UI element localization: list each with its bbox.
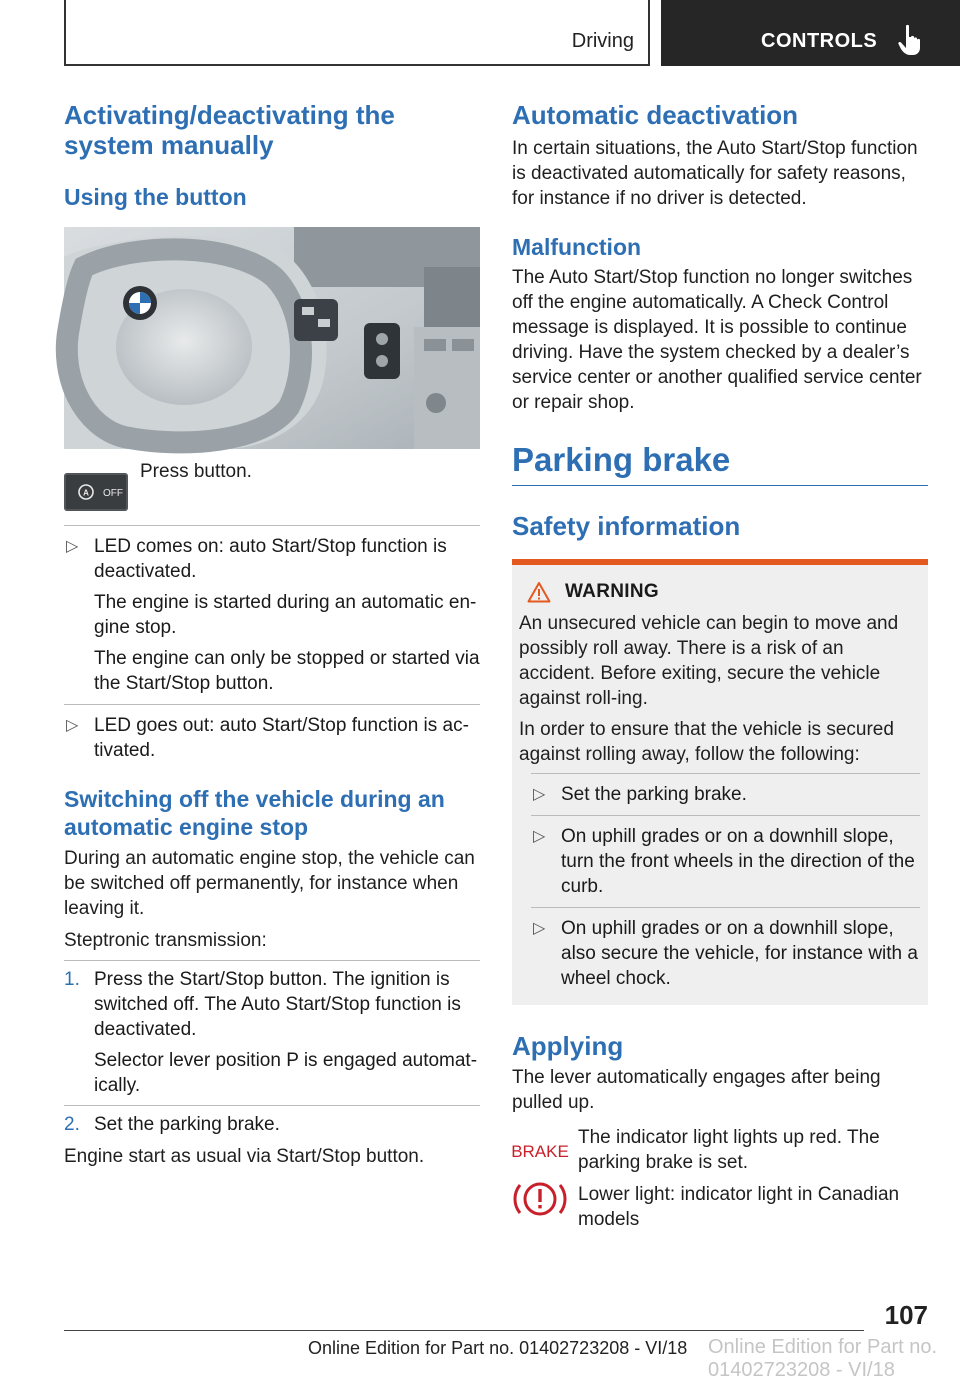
applying-text: The lever automatically engages after being pulled up. [512, 1067, 881, 1113]
warning-para-1: An unsecured vehicle can begin to move and possibly roll away. There is a risk of an accident. Before exiting, secure the vehicle against roll‐ing. [519, 613, 899, 709]
press-button-caption: Press button. [140, 461, 252, 482]
section-heading: Activating/deactivating the system manually [64, 100, 395, 160]
bullet-text: LED goes out: auto Start/Stop function is ac‐tivated. [94, 715, 469, 761]
sub-heading-using-button: Using the button [64, 184, 247, 210]
right-column [512, 100, 928, 1232]
list-item [519, 782, 922, 807]
bullet-text: Set the parking brake. [561, 784, 747, 805]
bullet-separator [64, 525, 480, 526]
bullet-text: LED comes on: auto Start/Stop function is deactivated. [94, 536, 447, 582]
footer-rule [64, 1330, 864, 1331]
steering-wheel-button-photo [64, 227, 480, 449]
heading-safety-information: Safety information [512, 511, 741, 541]
step-note: Selector lever position P is engaged automat‐ically. [94, 1050, 478, 1096]
warning-title-text: WARNING [565, 581, 659, 602]
bullet-text: On uphill grades or on a downhill slope, also secure the vehicle, for instance with a wheel chock. [561, 918, 918, 989]
brake-indicator-text: The indicator light lights up red. The parking brake is set. [578, 1127, 880, 1173]
heading-parking-brake: Parking brake [512, 441, 928, 486]
bullet-separator [531, 773, 920, 774]
bullet-triangle-icon: ▷ [533, 920, 546, 937]
warning-triangle-icon [527, 581, 551, 603]
lower-light-text: Lower light: indicator light in Canadian models [578, 1184, 900, 1230]
bullet-triangle-icon: ▷ [533, 786, 546, 803]
brake-indicator-icons [512, 1125, 568, 1223]
step-separator [64, 960, 480, 961]
step-item [64, 967, 480, 1098]
steptronic-label: Steptronic transmission: [64, 930, 267, 951]
page-number: 107 [884, 1300, 928, 1330]
brake-text-indicator-icon [512, 1135, 568, 1165]
auto-deactivation-text: In certain situations, the Auto Start/Stop function is deactivated automatically for safety reasons, for instance if no driver is detected. [512, 138, 918, 209]
bullet-separator [64, 704, 480, 705]
heading-applying: Applying [512, 1031, 624, 1061]
chapter-title: Driving [571, 30, 634, 52]
pointing-hand-icon [897, 24, 923, 56]
section-tab[interactable] [661, 0, 960, 66]
step-number: 2. [64, 1114, 80, 1135]
list-item [519, 824, 922, 899]
list-item [64, 713, 480, 763]
button-caption-row [64, 459, 480, 511]
bullet-triangle-icon: ▷ [533, 828, 546, 845]
brake-indicator-row [512, 1125, 928, 1232]
bullet-continuation: The engine is started during an automatic en‐gine stop. [94, 592, 477, 638]
brake-circle-indicator-icon [512, 1175, 568, 1223]
bullet-separator [531, 907, 920, 908]
section-tab-label: CONTROLS [761, 30, 878, 52]
bullet-triangle-icon: ▷ [66, 717, 79, 734]
switch-intro-text: During an automatic engine stop, the vehicle can be switched off permanently, for instance when leaving it. [64, 848, 475, 919]
brake-descriptions [578, 1125, 928, 1232]
footer-edition: Online Edition for Part no. 01402723208 - VI/18 [308, 1338, 688, 1358]
bullet-continuation: The engine can only be stopped or started via the Start/Stop button. [94, 648, 480, 694]
header-chapter-box [64, 0, 650, 66]
warning-para-2: In order to ensure that the vehicle is secured against rolling away, follow the following: [519, 719, 894, 765]
brake-label: BRAKE [511, 1142, 569, 1161]
list-item [64, 534, 480, 696]
bullet-separator [531, 815, 920, 816]
bullet-triangle-icon: ▷ [66, 538, 79, 555]
auto-start-stop-button-icon [64, 473, 128, 511]
list-item [519, 916, 922, 991]
heading-malfunction: Malfunction [512, 234, 642, 260]
heading-automatic-deactivation: Automatic deactivation [512, 100, 799, 130]
button-icon-off-text: OFF [103, 488, 123, 499]
closing-text: Engine start as usual via Start/Stop button. [64, 1146, 425, 1167]
left-column [64, 100, 480, 1169]
warning-box [512, 559, 928, 1005]
bullet-text: On uphill grades or on a downhill slope, turn the front wheels in the direction of the curb. [561, 826, 915, 897]
warning-title [527, 581, 922, 603]
malfunction-text: The Auto Start/Stop function no longer switches off the engine automatically. A Check Control message is displayed. It is possible to continue driving. Have the system checked by a dealer’s service center or another qualified service center or repair shop. [512, 267, 922, 413]
step-text: Press the Start/Stop button. The ignition is switched off. The Auto Start/Stop function is deactivated. [94, 969, 461, 1040]
step-separator [64, 1105, 480, 1106]
svg-text:A: A [83, 488, 89, 498]
footer-watermark: Online Edition for Part no. 01402723208 - VI/18 [708, 1336, 938, 1381]
sub-heading-switching-off: Switching off the vehicle during an automatic engine stop [64, 786, 445, 840]
step-item [64, 1112, 480, 1137]
step-text: Set the parking brake. [94, 1114, 280, 1135]
step-number: 1. [64, 969, 80, 990]
